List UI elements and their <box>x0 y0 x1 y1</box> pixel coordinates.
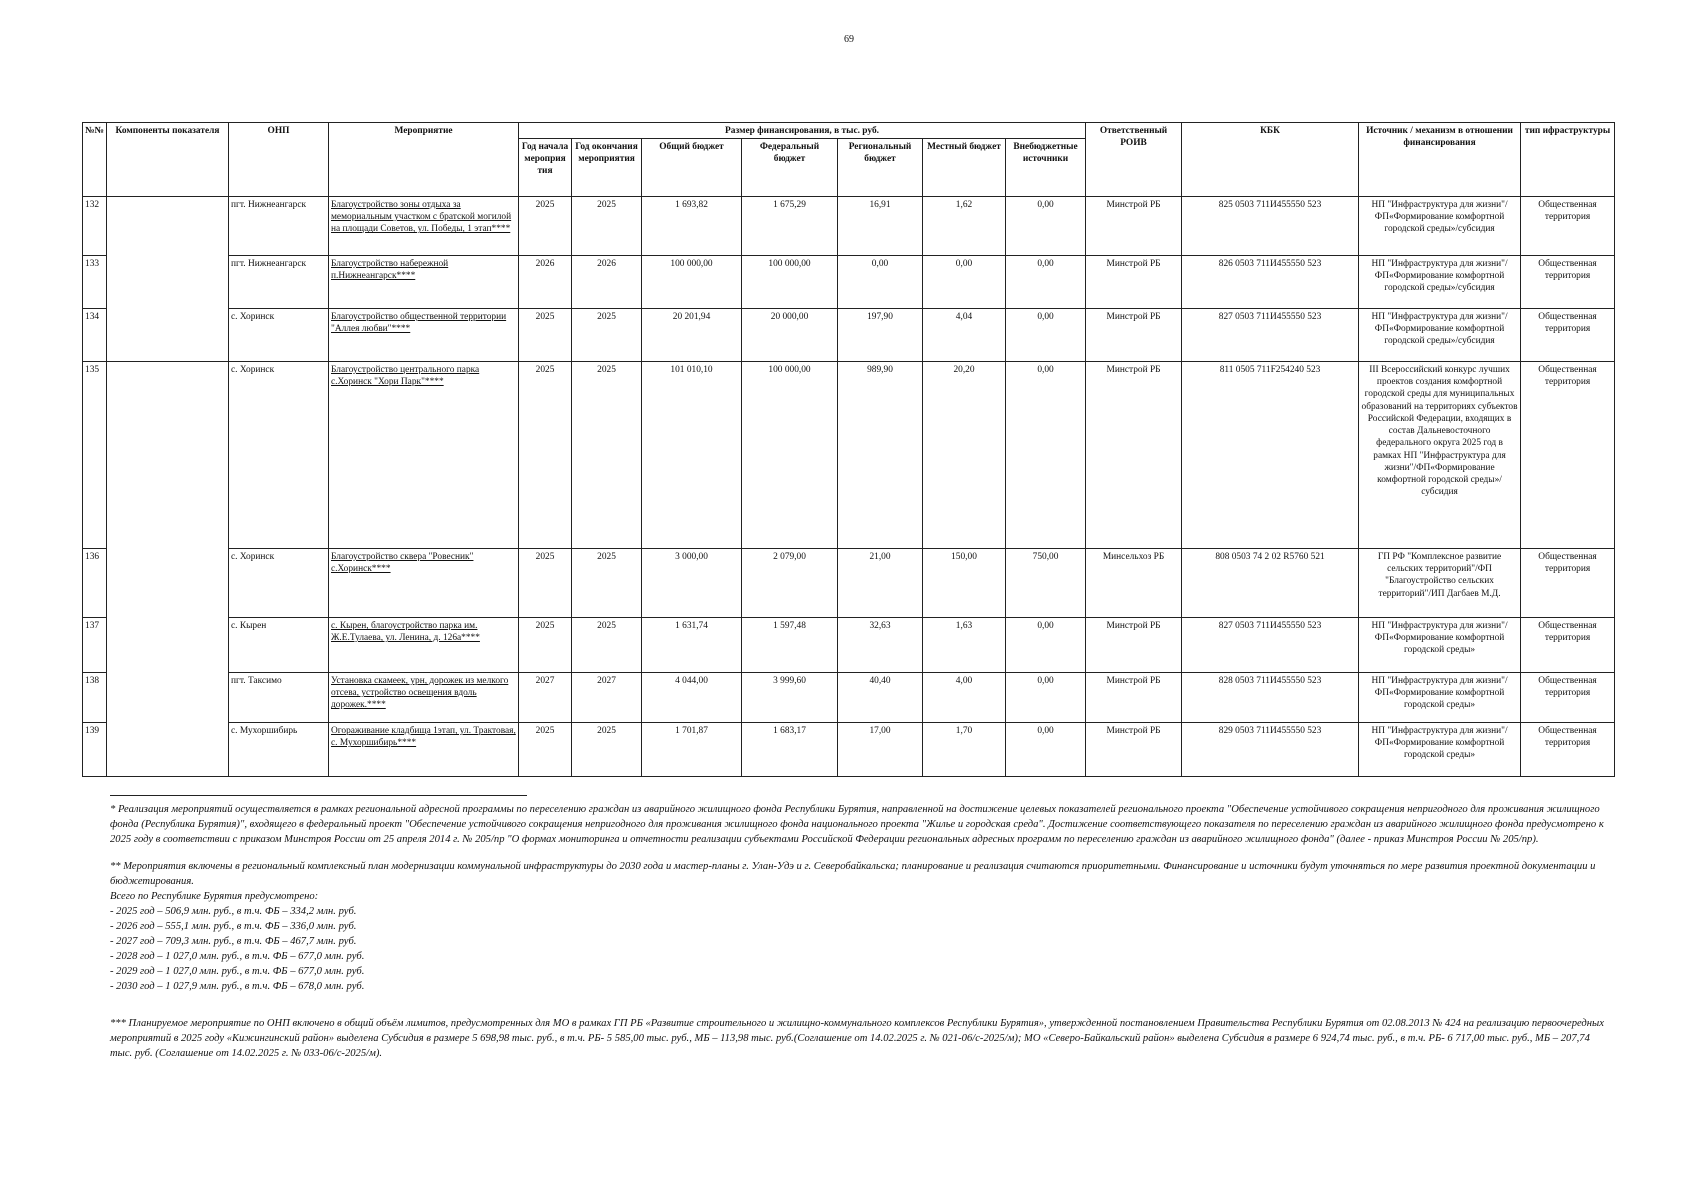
total-cell: 4 044,00 <box>642 673 742 723</box>
year-end-cell: 2026 <box>572 256 642 309</box>
local-cell: 0,00 <box>923 256 1006 309</box>
event-cell: Благоустройство центрального парка с.Хоринск "Хори Парк"**** <box>329 362 519 549</box>
total-cell: 1 631,74 <box>642 618 742 673</box>
header-year-end: Год окончания мероприятия <box>572 139 642 197</box>
footnote-3: *** Планируемое мероприятие по ОНП включено в общий объём лимитов, предусмотренных для МО в рамках ГП РБ «Развитие строительного и жилищно-коммунального комплексов Республики Бурятия», утвержденной постановлением Правительства Республики Бурятия от 02.08.2013 № 424 на реализацию первоочередных мероприятий в 2025 году «Кижингинский район» выделена Субсидия в размере 5 698,98 тыс. руб., в т.ч. РБ- 5 585,00 тыс. руб., МБ – 113,98 тыс. руб.(Соглашение от 14.02.2025 г. № 021-06/с-2025/м); МО «Северо-Байкальский район» выделена Субсидия в размере 6 924,74 тыс. руб., в т.ч. РБ- 6 717,00 тыс. руб., МБ – 207,74 тыс. руб. (Соглашение от 14.02.2025 г. № 033-06/с-2025/м). <box>110 1018 1604 1060</box>
header-extra: Внебюджетные источники <box>1006 139 1086 197</box>
header-federal: Федеральный бюджет <box>742 139 838 197</box>
header-event: Мероприятие <box>329 123 519 197</box>
page-number: 69 <box>844 34 854 45</box>
source-cell: НП "Инфраструктура для жизни"/ФП«Формирование комфортной городской среды» <box>1359 723 1521 777</box>
table-row <box>83 256 1615 309</box>
federal-cell: 2 079,00 <box>742 549 838 618</box>
source-cell: НП "Инфраструктура для жизни"/ФП«Формирование комфортной городской среды»/субсидия <box>1359 197 1521 256</box>
extra-cell: 0,00 <box>1006 197 1086 256</box>
source-cell: НП "Инфраструктура для жизни"/ФП«Формирование комфортной городской среды» <box>1359 618 1521 673</box>
federal-cell: 100 000,00 <box>742 256 838 309</box>
table-row <box>83 197 1615 256</box>
infra-cell: Общественная территория <box>1521 197 1615 256</box>
footnote-2-year-line: - 2027 год – 709,3 млн. руб., в т.ч. ФБ – 467,7 млн. руб. <box>110 936 357 948</box>
row-num: 137 <box>83 618 107 673</box>
roiv-cell: Минстрой РБ <box>1086 723 1182 777</box>
federal-cell: 100 000,00 <box>742 362 838 549</box>
footnote-2-year-line: - 2030 год – 1 027,9 млн. руб., в т.ч. ФБ – 678,0 млн. руб. <box>110 981 365 993</box>
federal-cell: 1 675,29 <box>742 197 838 256</box>
regional-cell: 17,00 <box>838 723 923 777</box>
federal-cell: 1 597,48 <box>742 618 838 673</box>
kbk-cell: 811 0505 711F254240 523 <box>1182 362 1359 549</box>
local-cell: 1,70 <box>923 723 1006 777</box>
footnote-1: * Реализация мероприятий осуществляется в рамках региональной адресной программы по переселению граждан из аварийного жилищного фонда Республики Бурятия, направленной на достижение целевых показателей регионального проекта "Обеспечение устойчивого сокращения непригодного для проживания жилищного фонда (Республика Бурятия)", входящего в федеральный проект "Обеспечение устойчивого сокращения непригодного для проживания жилищного фонда национального проекта "Жилье и городская среда". Достижение соответствующего показателя по переселению граждан из аварийного жилищного фонда предусмотрено к 2025 году в соответствии с приказом Минстроя России от 25 апреля 2014 г. № 205/пр "О формах мониторинга и отчетности реализации субъектами Российской Федерации региональных адресных программ по переселению граждан из аварийного жилищного фонда" (далее - приказ Минстроя России № 205/пр). <box>110 804 1604 846</box>
year-end-cell: 2025 <box>572 362 642 549</box>
row-num: 134 <box>83 309 107 362</box>
year-start-cell: 2026 <box>519 256 572 309</box>
regional-cell: 197,90 <box>838 309 923 362</box>
event-cell: Благоустройство зоны отдыха за мемориальным участком с братской могилой на площади Советов, ул. Победы, 1 этап**** <box>329 197 519 256</box>
header-funding: Размер финансирования, в тыс. руб. <box>519 123 1086 139</box>
event-cell: Огораживание кладбища 1этап, ул. Трактовая, с. Мухоршибирь**** <box>329 723 519 777</box>
header-local: Местный бюджет <box>923 139 1006 197</box>
year-end-cell: 2025 <box>572 309 642 362</box>
year-start-cell: 2025 <box>519 723 572 777</box>
header-num: №№ <box>83 123 107 197</box>
header-regional: Региональный бюджет <box>838 139 923 197</box>
header-kbk: КБК <box>1182 123 1359 197</box>
year-end-cell: 2025 <box>572 197 642 256</box>
footnote-2 <box>110 859 1610 994</box>
source-cell: НП "Инфраструктура для жизни"/ФП«Формирование комфортной городской среды»/субсидия <box>1359 309 1521 362</box>
footnote-2-year-line: - 2026 год – 555,1 млн. руб., в т.ч. ФБ – 336,0 млн. руб. <box>110 921 357 933</box>
extra-cell: 750,00 <box>1006 549 1086 618</box>
infra-cell: Общественная территория <box>1521 362 1615 549</box>
onp-cell: пгт. Таксимо <box>229 673 329 723</box>
event-cell: Благоустройство набережной п.Нижнеангарск**** <box>329 256 519 309</box>
footnote-2-total-intro: Всего по Республике Бурятия предусмотрено: <box>110 891 319 903</box>
footnote-separator <box>110 795 527 796</box>
source-cell: НП "Инфраструктура для жизни"/ФП«Формирование комфортной городской среды»/субсидия <box>1359 256 1521 309</box>
extra-cell: 0,00 <box>1006 256 1086 309</box>
total-cell: 20 201,94 <box>642 309 742 362</box>
footnotes <box>110 795 1610 1073</box>
kbk-cell: 828 0503 711И455550 523 <box>1182 673 1359 723</box>
header-year-start: Год начала мероприя тия <box>519 139 572 197</box>
footnote-2-year-line: - 2025 год – 506,9 млн. руб., в т.ч. ФБ – 334,2 млн. руб. <box>110 906 357 918</box>
year-end-cell: 2025 <box>572 618 642 673</box>
extra-cell: 0,00 <box>1006 673 1086 723</box>
header-total: Общий бюджет <box>642 139 742 197</box>
header-onp: ОНП <box>229 123 329 197</box>
local-cell: 20,20 <box>923 362 1006 549</box>
table-row <box>83 618 1615 673</box>
infra-cell: Общественная территория <box>1521 673 1615 723</box>
row-num: 138 <box>83 673 107 723</box>
onp-cell: пгт. Нижнеангарск <box>229 256 329 309</box>
kbk-cell: 829 0503 711И455550 523 <box>1182 723 1359 777</box>
table-row <box>83 723 1615 777</box>
table-row <box>83 309 1615 362</box>
roiv-cell: Минстрой РБ <box>1086 362 1182 549</box>
onp-cell: с. Кырен <box>229 618 329 673</box>
onp-cell: с. Хоринск <box>229 549 329 618</box>
infra-cell: Общественная территория <box>1521 618 1615 673</box>
header-infra: тип ифраструктуры <box>1521 123 1615 197</box>
event-cell: Установка скамеек, урн, дорожек из мелкого отсева, устройство освещения вдоль дорожек.**** <box>329 673 519 723</box>
total-cell: 1 693,82 <box>642 197 742 256</box>
source-cell: III Всероссийский конкурс лучших проектов создания комфортной городской среды для муниципальных образований на территориях субъектов Российской Федерации, входящих в состав Дальневосточного федерального округа 2025 год в рамках НП "Инфраструктура для жизни"/ФП«Формирование комфортной городской среды»/субсидия <box>1359 362 1521 549</box>
year-end-cell: 2025 <box>572 723 642 777</box>
row-num: 139 <box>83 723 107 777</box>
row-num: 133 <box>83 256 107 309</box>
roiv-cell: Минстрой РБ <box>1086 618 1182 673</box>
kbk-cell: 825 0503 711И455550 523 <box>1182 197 1359 256</box>
infra-cell: Общественная территория <box>1521 723 1615 777</box>
kbk-cell: 826 0503 711И455550 523 <box>1182 256 1359 309</box>
infra-cell: Общественная территория <box>1521 256 1615 309</box>
local-cell: 1,62 <box>923 197 1006 256</box>
year-end-cell: 2027 <box>572 673 642 723</box>
kbk-cell: 827 0503 711И455550 523 <box>1182 309 1359 362</box>
source-cell: НП "Инфраструктура для жизни"/ФП«Формирование комфортной городской среды» <box>1359 673 1521 723</box>
funding-table <box>82 122 1615 777</box>
regional-cell: 32,63 <box>838 618 923 673</box>
regional-cell: 40,40 <box>838 673 923 723</box>
federal-cell: 20 000,00 <box>742 309 838 362</box>
roiv-cell: Минстрой РБ <box>1086 197 1182 256</box>
federal-cell: 3 999,60 <box>742 673 838 723</box>
total-cell: 3 000,00 <box>642 549 742 618</box>
extra-cell: 0,00 <box>1006 309 1086 362</box>
total-cell: 1 701,87 <box>642 723 742 777</box>
table-row <box>83 362 1615 549</box>
footnote-2-year-line: - 2028 год – 1 027,0 млн. руб., в т.ч. ФБ – 677,0 млн. руб. <box>110 951 365 963</box>
footnote-2-year-line: - 2029 год – 1 027,0 млн. руб., в т.ч. ФБ – 677,0 млн. руб. <box>110 966 365 978</box>
extra-cell: 0,00 <box>1006 362 1086 549</box>
year-end-cell: 2025 <box>572 549 642 618</box>
year-start-cell: 2025 <box>519 362 572 549</box>
local-cell: 1,63 <box>923 618 1006 673</box>
event-cell: Благоустройство сквера "Ровесник" с.Хоринск**** <box>329 549 519 618</box>
extra-cell: 0,00 <box>1006 618 1086 673</box>
year-start-cell: 2025 <box>519 549 572 618</box>
infra-cell: Общественная территория <box>1521 549 1615 618</box>
row-num: 135 <box>83 362 107 549</box>
year-start-cell: 2025 <box>519 618 572 673</box>
event-cell: с. Кырен, благоустройство парка им. Ж.Е.Тулаева, ул. Ленина, д. 126а**** <box>329 618 519 673</box>
row-num: 132 <box>83 197 107 256</box>
regional-cell: 989,90 <box>838 362 923 549</box>
local-cell: 4,00 <box>923 673 1006 723</box>
component-cell <box>107 197 229 362</box>
total-cell: 101 010,10 <box>642 362 742 549</box>
federal-cell: 1 683,17 <box>742 723 838 777</box>
event-cell: Благоустройство общественной территории "Аллея любви"**** <box>329 309 519 362</box>
row-num: 136 <box>83 549 107 618</box>
local-cell: 150,00 <box>923 549 1006 618</box>
regional-cell: 16,91 <box>838 197 923 256</box>
year-start-cell: 2027 <box>519 673 572 723</box>
regional-cell: 21,00 <box>838 549 923 618</box>
onp-cell: с. Хоринск <box>229 309 329 362</box>
extra-cell: 0,00 <box>1006 723 1086 777</box>
kbk-cell: 827 0503 711И455550 523 <box>1182 618 1359 673</box>
table-row <box>83 673 1615 723</box>
total-cell: 100 000,00 <box>642 256 742 309</box>
onp-cell: пгт. Нижнеангарск <box>229 197 329 256</box>
regional-cell: 0,00 <box>838 256 923 309</box>
year-start-cell: 2025 <box>519 197 572 256</box>
onp-cell: с. Мухоршибирь <box>229 723 329 777</box>
kbk-cell: 808 0503 74 2 02 R5760 521 <box>1182 549 1359 618</box>
component-cell <box>107 362 229 777</box>
source-cell: ГП РФ "Комплексное развитие сельских территорий"/ФП "Благоустройство сельских территорий"/ИП Дагбаев М.Д. <box>1359 549 1521 618</box>
roiv-cell: Минстрой РБ <box>1086 256 1182 309</box>
footnote-2-text: ** Мероприятия включены в региональный комплексный план модернизации коммунальной инфраструктуры до 2030 года и мастер-планы г. Улан-Удэ и г. Северобайкальска; планирование и реализация считаются приоритетными. Финансирование и источники будут уточняться по мере развития проектной документации и бюджетирования. <box>110 861 1596 888</box>
roiv-cell: Минсельхоз РБ <box>1086 549 1182 618</box>
roiv-cell: Минстрой РБ <box>1086 309 1182 362</box>
header-component: Компоненты показателя <box>107 123 229 197</box>
infra-cell: Общественная территория <box>1521 309 1615 362</box>
table-row <box>83 549 1615 618</box>
header-roiv: Ответственный РОИВ <box>1086 123 1182 197</box>
header-source: Источник / механизм в отношении финансирования <box>1359 123 1521 197</box>
roiv-cell: Минстрой РБ <box>1086 673 1182 723</box>
local-cell: 4,04 <box>923 309 1006 362</box>
onp-cell: с. Хоринск <box>229 362 329 549</box>
year-start-cell: 2025 <box>519 309 572 362</box>
